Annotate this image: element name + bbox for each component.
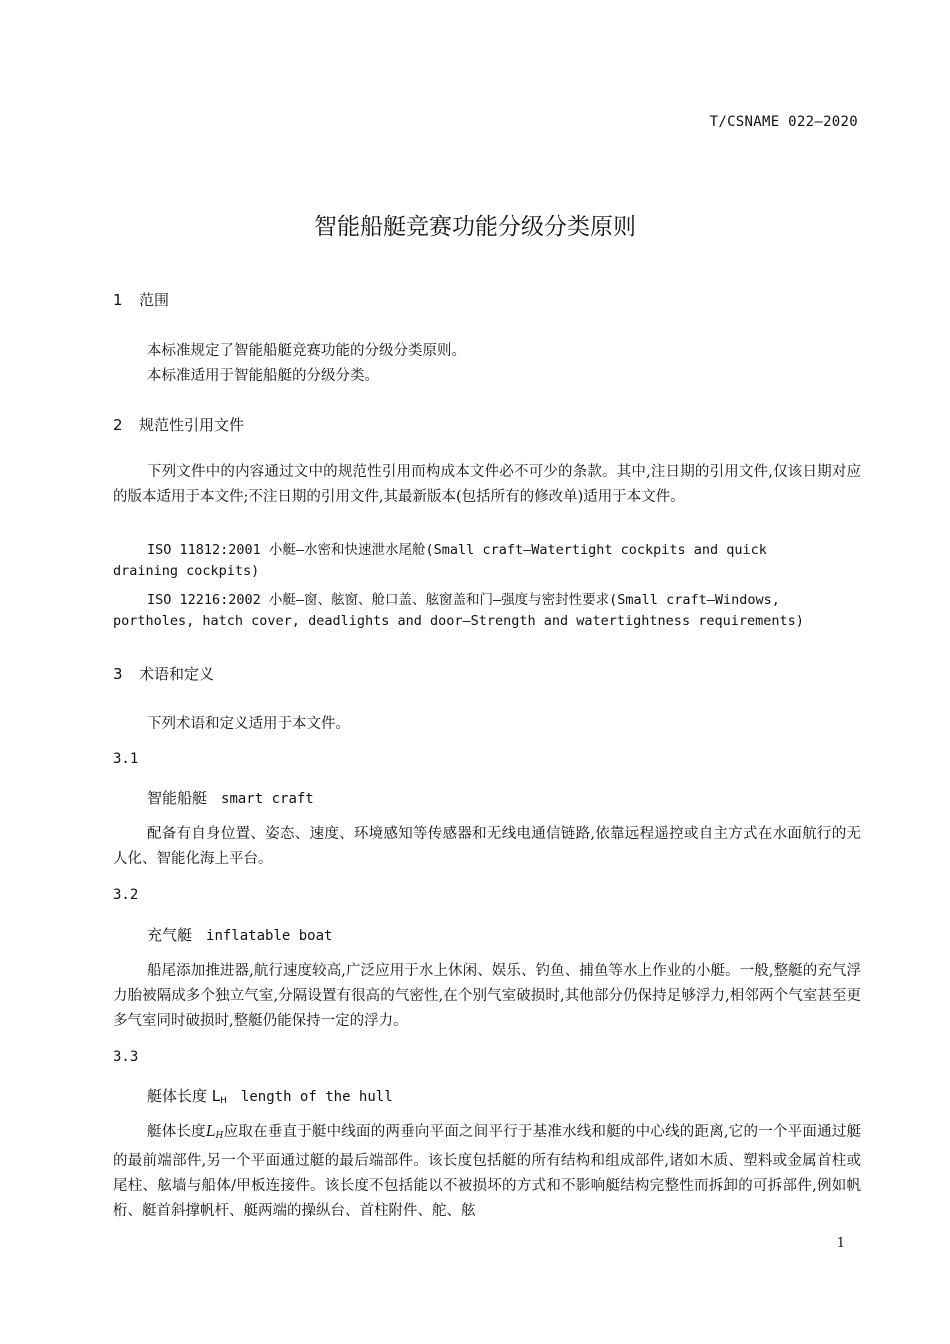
reference-iso-12216-cont: portholes, hatch cover, deadlights and door—Strength and watertightness requirements) xyxy=(113,613,804,629)
term-en: smart craft xyxy=(221,791,314,807)
section-1-heading xyxy=(113,289,169,310)
term-zh: 艇体长度 L xyxy=(147,1087,221,1105)
definition-text: 船尾添加推进器,航行速度较高,广泛应用于水上休闲、娱乐、钓鱼、捕鱼等水上作业的小艇。一般,整艇的充气浮力胎被隔成多个独立气室,分隔设置有很高的气密性,在个别气室破损时,其他部分仍保持足够浮力,相邻两个气室甚至更多气室同时破损时,整艇仍能保持一定的浮力。 xyxy=(113,963,861,1029)
term-en: length of the hull xyxy=(240,1089,393,1105)
term-definition xyxy=(113,822,861,872)
definition-text xyxy=(113,1120,861,1224)
definition-body: 应取在垂直于艇中线面的两垂向平面之间平行于基准水线和艇的中心线的距离,它的一个平面通过艇的最前端部件,另一个平面通过艇的最后端部件。该长度包括艇的所有结构和组成部件,诸如木质、塑料或金属首柱或尾柱、舷墙与船体/甲板连接件。该长度不包括能以不被损坏的方式和不影响艇结构完整性而拆卸的可拆部件,例如帆桁、艇首斜撑帆杆、艇两端的操纵台、首柱附件、舵、舷 xyxy=(113,1124,862,1219)
term-zh: 充气艇 xyxy=(147,926,193,944)
term-subscript: H xyxy=(220,1096,227,1106)
document-title: 智能船艇竞赛功能分级分类原则 xyxy=(314,214,636,240)
document-code: T/CSNAME 022—2020 xyxy=(709,114,858,130)
page-number: 1 xyxy=(836,1236,845,1251)
term-number: 3.2 xyxy=(113,887,139,903)
definition-lead: 艇体长度 xyxy=(147,1124,206,1140)
term-en: inflatable boat xyxy=(206,928,333,944)
reference-iso-11812: ISO 11812:2001 小艇—水密和快速泄水尾舱(Small craft—Watertight cockpits and quick xyxy=(147,542,767,558)
reference-iso-12216: ISO 12216:2002 小艇—窗、舷窗、舱口盖、舷窗盖和门—强度与密封性要求(Small craft—Windows, xyxy=(147,592,780,608)
section-3-heading xyxy=(113,663,214,684)
term-heading xyxy=(147,787,314,808)
section-title: 术语和定义 xyxy=(139,665,215,683)
section-title: 范围 xyxy=(139,291,170,309)
section-number: 2 xyxy=(113,416,123,434)
paragraph xyxy=(113,460,861,510)
term-zh: 智能船艇 xyxy=(147,789,208,807)
section-number: 3 xyxy=(113,665,123,683)
paragraph: 下列术语和定义适用于本文件。 xyxy=(147,716,350,732)
section-title: 规范性引用文件 xyxy=(139,416,245,434)
reference-iso-11812-cont: draining cockpits) xyxy=(113,563,260,579)
term-number: 3.1 xyxy=(113,751,139,767)
term-heading xyxy=(147,924,332,945)
paragraph: 本标准适用于智能船艇的分级分类。 xyxy=(147,368,379,384)
definition-text: 配备有自身位置、姿态、速度、环境感知等传感器和无线电通信链路,依靠远程遥控或自主方式在水面航行的无人化、智能化海上平台。 xyxy=(113,826,861,867)
term-definition xyxy=(113,1120,861,1224)
term-definition xyxy=(113,959,861,1034)
section-2-heading xyxy=(113,414,244,435)
paragraph-text: 下列文件中的内容通过文中的规范性引用而构成本文件必不可少的条款。其中,注日期的引用文件,仅该日期对应的版本适用于本文件;不注日期的引用文件,其最新版本(包括所有的修改单)适用于本文件。 xyxy=(113,464,861,505)
symbol-L: L xyxy=(205,1124,216,1140)
symbol-subscript: H xyxy=(215,1131,224,1141)
term-heading xyxy=(147,1085,393,1106)
section-number: 1 xyxy=(113,291,123,309)
term-number: 3.3 xyxy=(113,1049,139,1065)
paragraph: 本标准规定了智能船艇竞赛功能的分级分类原则。 xyxy=(147,343,466,359)
